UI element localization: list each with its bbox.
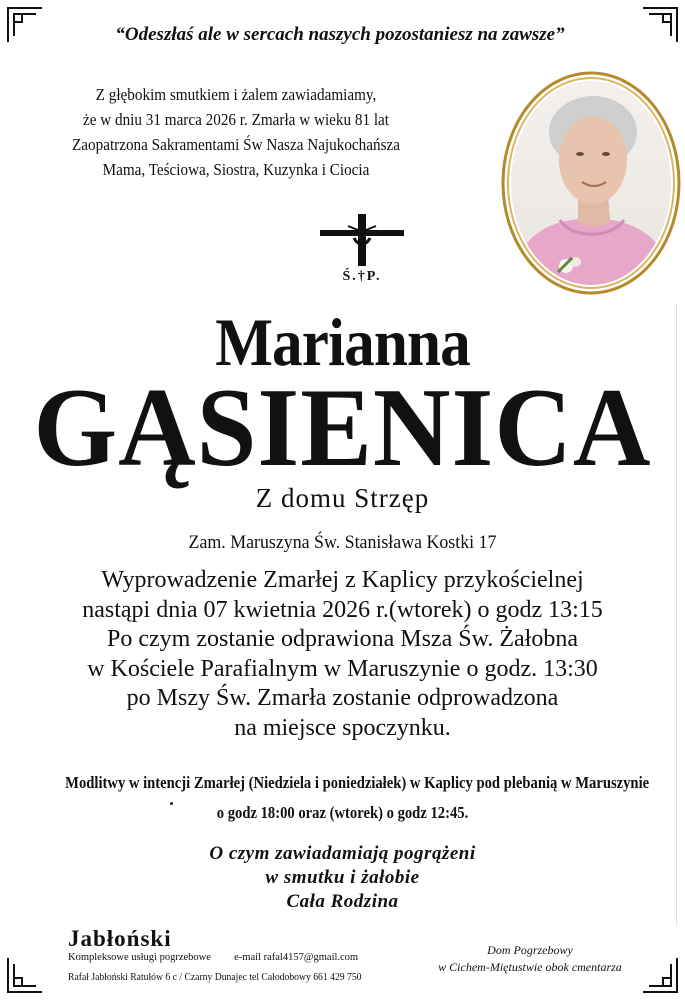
cross-emblem xyxy=(318,212,406,284)
funeral-home-info xyxy=(68,928,408,985)
funeral-home-tagline: Kompleksowe usługi pogrzebowe xyxy=(68,952,211,963)
announcement-line: że w dniu 31 marca 2026 r. Zmarła w wieku 81 lat xyxy=(82,110,390,129)
funeral-line: Wyprowadzenie Zmarłej z Kaplicy przykościelnej xyxy=(101,567,584,593)
announcement-line: Mama, Teściowa, Siostra, Kuzynka i Ciocia xyxy=(102,160,370,179)
announcement-line: Z głębokim smutkiem i żalem zawiadamiamy, xyxy=(95,85,377,104)
corner-ornament-top-right xyxy=(641,6,679,44)
family-line: w smutku i żałobie xyxy=(265,867,420,888)
cross-icon xyxy=(318,212,406,266)
funeral-line: po Mszy Św. Zmarła zostanie odprowadzona xyxy=(126,685,559,711)
announcement-line: Zaopatrzona Sakramentami Św Nasza Najukochańsza xyxy=(72,135,400,154)
funeral-home-email: e-mail rafal4157@gmail.com xyxy=(234,952,359,963)
corner-ornament-bottom-left xyxy=(6,956,44,994)
funeral-home-address: Rafał Jabłoński Ratułów 6 c / Czarny Dunajec tel Całodobowy 661 429 750 xyxy=(68,972,362,983)
prayer-line: Modlitwy w intencji Zmarłej (Niedziela i poniedziałek) w Kaplicy pod plebanią w Maruszynie xyxy=(65,773,650,792)
maiden-name: Z domu Strzęp xyxy=(255,483,430,513)
family-line: Cała Rodzina xyxy=(286,891,399,912)
funeral-home-brand: Jabłoński xyxy=(68,926,172,951)
surname: GĄSIENICA xyxy=(33,366,652,490)
funeral-line: na miejsce spoczynku. xyxy=(234,714,451,741)
announcement-text xyxy=(65,82,407,182)
funeral-details xyxy=(20,566,665,743)
memorial-quote: “Odeszłaś ale w sercach naszych pozostaniesz na zawsze” xyxy=(115,24,565,45)
family-line: O czym zawiadamiają pogrążeni xyxy=(209,843,476,864)
home-title: Dom Pogrzebowy xyxy=(487,943,573,957)
residence-address: Zam. Maruszyna Św. Stanisława Kostki 17 xyxy=(188,532,497,553)
first-name: Marianna xyxy=(215,304,470,380)
prayer-line: o godz 18:00 oraz (wtorek) o godz 12:45. xyxy=(216,803,469,822)
deceased-portrait xyxy=(500,70,682,296)
funeral-line: Po czym zostanie odprawiona Msza Św. Żałobna xyxy=(107,626,578,652)
funeral-home-location xyxy=(420,942,640,976)
family-signature xyxy=(0,842,685,914)
frame-line-right xyxy=(676,305,677,925)
corner-ornament-top-left xyxy=(6,6,44,44)
home-location: w Cichem-Miętustwie obok cmentarza xyxy=(438,960,622,974)
funeral-line: w Kościele Parafialnym w Maruszynie o godz. 13:30 xyxy=(87,655,598,682)
corner-ornament-bottom-right xyxy=(641,956,679,994)
prayer-schedule xyxy=(65,768,650,828)
funeral-line: nastąpi dnia 07 kwietnia 2026 r.(wtorek) o godz 13:15 xyxy=(82,596,603,623)
cross-caption: Ś.†P. xyxy=(342,269,382,284)
